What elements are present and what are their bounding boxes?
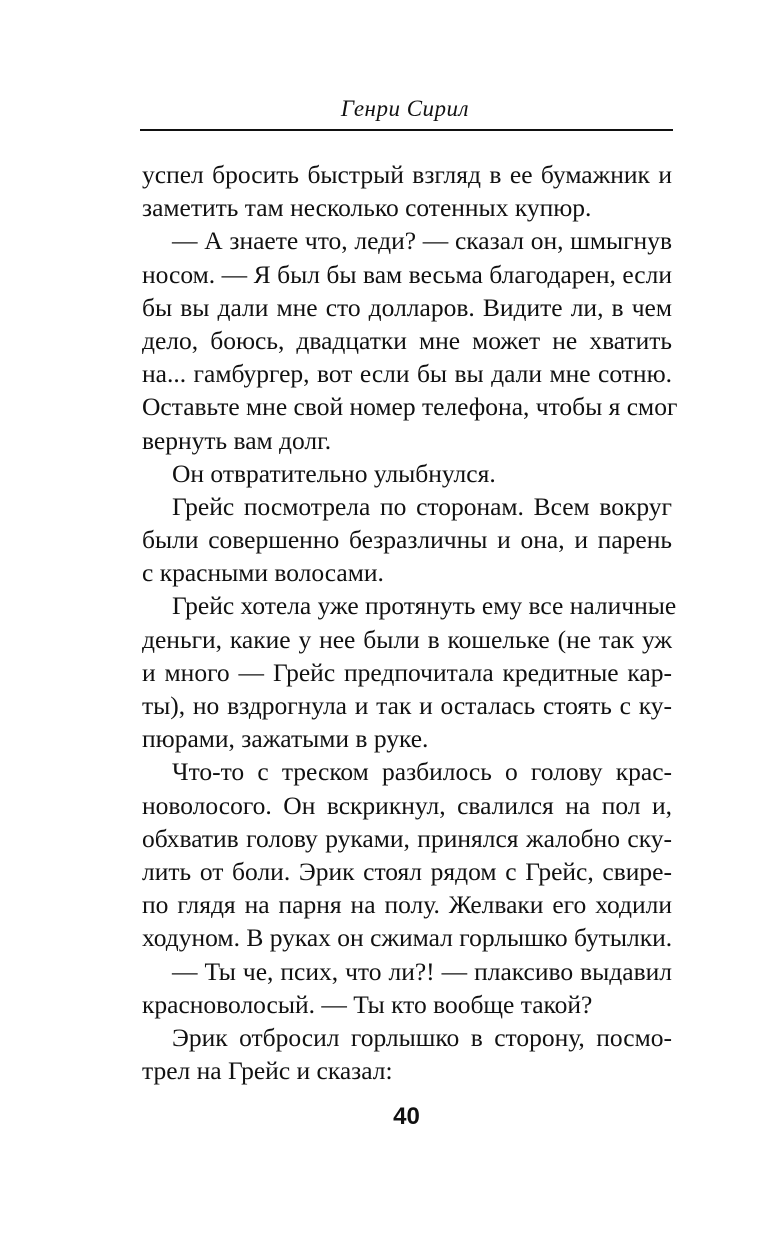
text-line: были совершенно безразличны и она, и парень <box>142 525 672 555</box>
body-text <box>142 158 678 1087</box>
running-head-author: Генри Сирил <box>340 96 470 121</box>
text-line: по глядя на парня на полу. Желваки его ходили <box>142 890 672 920</box>
text-line: Грейс посмотрела по сторонам. Всем вокруг <box>172 491 672 521</box>
text-line: бы вы дали мне сто долларов. Видите ли, в чем <box>142 292 672 322</box>
text-line: вернуть вам долг. <box>142 425 332 455</box>
paragraph <box>142 755 672 954</box>
text-line: лить от боли. Эрик стоял рядом с Грейс, свире- <box>142 856 672 886</box>
paragraph <box>142 1021 672 1087</box>
header-rule <box>140 129 673 131</box>
text-line: дело, боюсь, двадцатки мне может не хватить <box>142 325 672 355</box>
text-line: и много — Грейс предпочитала кредитные кар- <box>142 657 672 687</box>
paragraph <box>142 457 672 490</box>
page-number: 40 <box>393 1103 420 1130</box>
paragraph <box>142 589 677 755</box>
text-line: ты), но вздрогнула и так и осталась стоять с ку- <box>142 691 672 720</box>
paragraph <box>142 490 672 590</box>
text-line: Оставьте мне свой номер телефона, чтобы я смог <box>142 392 678 422</box>
paragraph <box>142 955 672 1021</box>
text-line: обхватив голову руками, принялся жалобно ску- <box>142 823 672 853</box>
text-line: Эрик отбросил горлышко в сторону, посмо- <box>172 1022 672 1052</box>
text-line: — А знаете что, леди? — сказал он, шмыгнув <box>172 226 672 256</box>
text-line: ходуном. В руках он сжимал горлышко бутылки. <box>142 923 673 953</box>
text-line: заметить там несколько сотенных купюр. <box>142 193 592 223</box>
text-line: деньги, какие у нее были в кошельке (не так уж <box>142 624 672 654</box>
text-line: на... гамбургер, вот если бы вы дали мне сотню. <box>142 359 672 389</box>
text-line: красноволосый. — Ты кто вообще такой? <box>142 989 593 1019</box>
text-line: новолосого. Он вскрикнул, свалился на пол и, <box>142 790 672 820</box>
text-line: с красными волосами. <box>142 558 384 588</box>
text-line: пюрами, зажатыми в руке. <box>142 724 429 754</box>
text-line: трел на Грейс и сказал: <box>142 1056 393 1086</box>
text-line: Он отвратительно улыбнулся. <box>172 458 496 488</box>
paragraph <box>142 158 672 224</box>
text-line: носом. — Я был бы вам весьма благодарен, если <box>142 259 672 289</box>
text-line: — Ты че, псих, что ли?! — плаксиво выдавил <box>172 956 672 986</box>
text-line: Грейс хотела уже протянуть ему все наличные <box>172 591 677 621</box>
paragraph <box>142 224 678 456</box>
text-line: Что-то с треском разбилось о голову крас- <box>172 757 672 787</box>
text-line: успел бросить быстрый взгляд в ее бумажник и <box>142 160 672 189</box>
